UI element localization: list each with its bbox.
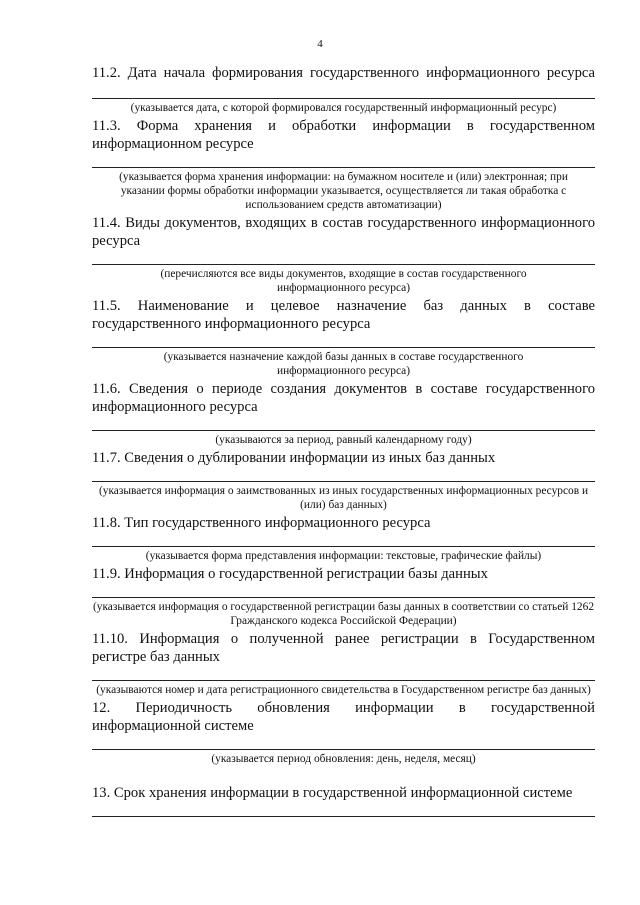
section-13 [92,784,595,817]
section-hint: (указываются за период, равный календарному году) [215,434,472,446]
section-heading: 11.2. Дата начала формирования государственного информационного ресурса [92,65,595,81]
section-heading: 11.9. Информация о государственной регистрации базы данных [92,566,488,582]
section-11-10 [92,630,595,697]
section-11-7 [92,449,595,512]
section-hint: (указываются номер и дата регистрационного свидетельства в Государственном регистре баз данных) [96,684,591,696]
page-number: 4 [317,38,323,50]
section-hint: (указывается информация о заимствованных из иных государственных информационных ресурсов и (или) баз данных) [98,485,589,511]
section-heading: 11.7. Сведения о дублировании информации из иных баз данных [92,450,496,466]
section-heading: 11.6. Сведения о периоде создания документов в составе государственного информационного ресурса [92,381,595,415]
section-heading: 11.4. Виды документов, входящих в состав государственного информационного ресурса [92,215,595,249]
fill-in-line[interactable] [92,167,595,168]
section-heading: 11.8. Тип государственного информационного ресурса [92,515,431,531]
fill-in-line[interactable] [92,597,595,598]
section-hint: (перечисляются все виды документов, входящие в состав государственного информационного ресурса) [160,268,527,294]
form-content [92,64,595,819]
section-hint: (указывается форма представления информации: текстовые, графические файлы) [145,550,542,562]
fill-in-line[interactable] [92,98,595,99]
fill-in-line[interactable] [92,680,595,681]
section-11-5 [92,297,595,378]
fill-in-line[interactable] [92,481,595,482]
fill-in-line[interactable] [92,430,595,431]
fill-in-line[interactable] [92,816,595,817]
section-11-9 [92,565,595,628]
fill-in-line[interactable] [92,347,595,348]
fill-in-line[interactable] [92,264,595,265]
section-heading: 11.5. Наименование и целевое назначение баз данных в составе государственного информационного ресурса [92,298,595,332]
section-hint: (указывается назначение каждой базы данных в составе государственного информационного ресурса) [163,351,524,377]
section-11-8 [92,514,595,563]
section-hint: (указывается период обновления: день, неделя, месяц) [211,753,476,765]
section-heading: 11.10. Информация о полученной ранее регистрации в Государственном регистре баз данных [92,631,595,665]
section-heading: 12. Периодичность обновления информации в государственной информационной системе [92,700,595,734]
section-11-4 [92,214,595,295]
section-11-6 [92,380,595,447]
fill-in-line[interactable] [92,749,595,750]
fill-in-line[interactable] [92,546,595,547]
section-heading: 13. Срок хранения информации в государственной информационной системе [92,785,573,801]
section-11-2 [92,64,595,115]
section-hint: (указывается информация о государственной регистрации базы данных в соответствии со статьей 1262 Гражданского кодекса Российской Федерации) [92,601,595,627]
section-heading: 11.3. Форма хранения и обработки информации в государственном информационном ресурсе [92,118,595,152]
section-12 [92,699,595,766]
section-hint: (указывается форма хранения информации: на бумажном носителе и (или) электронная; при указании формы обработки информации указывается, осуществляется ли такая обработка с использованием средств автоматизации) [119,171,568,211]
section-11-3 [92,117,595,212]
section-hint: (указывается дата, с которой формировался государственный информационный ресурс) [130,102,557,114]
